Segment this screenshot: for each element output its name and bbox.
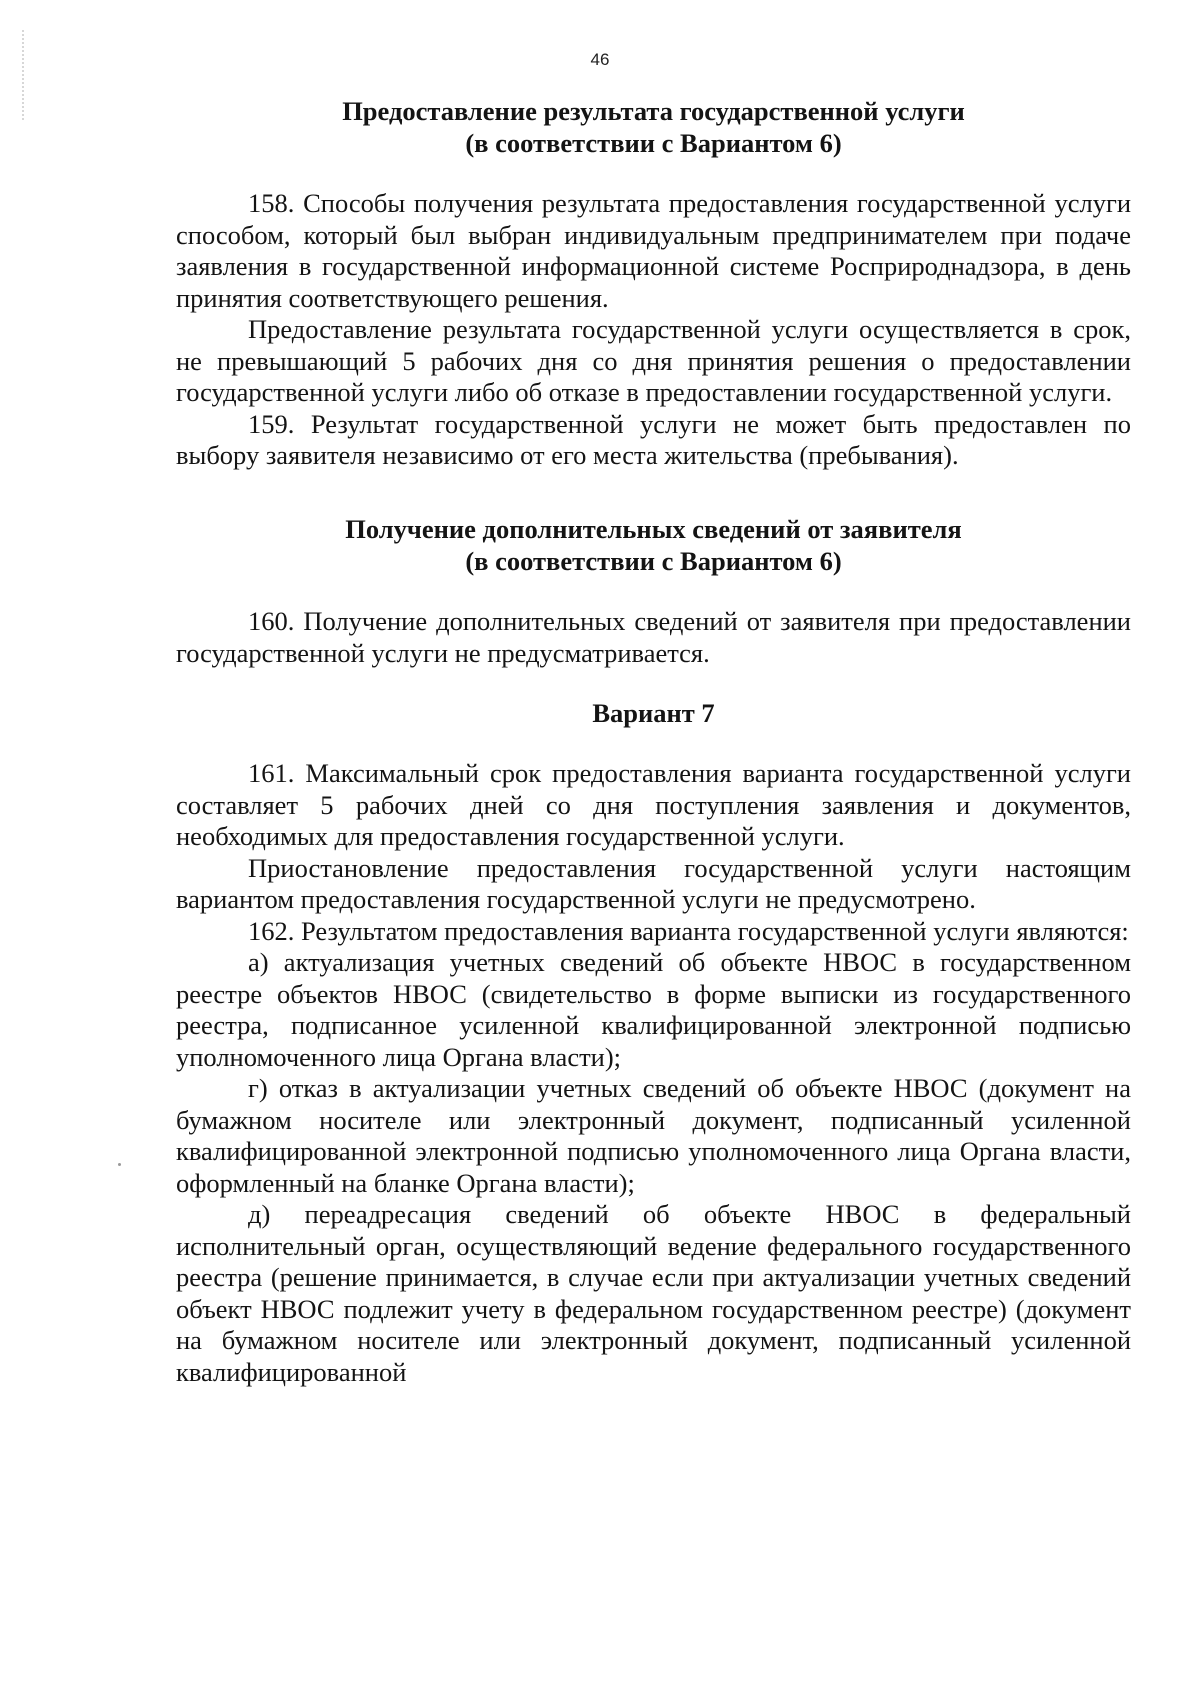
heading-line: Предоставление результата государственной услуги — [342, 96, 965, 126]
paragraph: 158. Способы получения результата предоставления государственной услуги способом, который был выбран индивидуальным предпринимателем при подаче заявления в государственной информационной системе Росприроднадзора, в день принятия соответствующего решения. — [176, 188, 1131, 313]
paragraph: Приостановление предоставления государственной услуги настоящим вариантом предоставления государственной услуги не предусмотрено. — [176, 852, 1131, 914]
section-heading-result — [176, 96, 1131, 159]
page-number: 46 — [590, 50, 610, 69]
heading-line: (в соответствии с Вариантом 6) — [465, 545, 842, 576]
paragraph: 162. Результатом предоставления варианта государственной услуги являются: — [248, 915, 1129, 946]
list-item: г) отказ в актуализации учетных сведений об объекте НВОС (документ на бумажном носителе или электронный документ, подписанный усиленной квалифицированной электронной подписью уполномоченного лица Органа власти, оформленный на бланке Органа власти); — [176, 1073, 1131, 1198]
paragraph: 160. Получение дополнительных сведений от заявителя при предоставлении государственной услуги не предусматривается. — [176, 606, 1131, 668]
paragraph: Предоставление результата государственной услуги осуществляется в срок, не превышающий 5 рабочих дня со дня принятия решения о предоставлении государственной услуги либо об отказе в предоставлении государственной услуги. — [176, 314, 1131, 407]
list-item: а) актуализация учетных сведений об объекте НВОС в государственном реестре объектов НВОС (свидетельство в форме выписки из государственного реестра, подписанное усиленной квалифицированной электронной подписью уполномоченного лица Органа власти); — [176, 947, 1131, 1072]
scan-edge-mark — [22, 30, 26, 120]
heading-line: (в соответствии с Вариантом 6) — [465, 127, 842, 158]
list-item: д) переадресация сведений об объекте НВОС в федеральный исполнительный орган, осуществляющий ведение федерального государственного реестра (решение принимается, в случае если при актуализации учетных сведений объект НВОС подлежит учету в федеральном государственном реестре) (документ на бумажном носителе или электронный документ, подписанный усиленной квалифицированной — [176, 1199, 1131, 1387]
section-heading-variant-7 — [176, 698, 1131, 730]
heading-line: Вариант 7 — [592, 698, 715, 728]
section-body-additional-info — [176, 606, 1131, 669]
paragraph: 159. Результат государственной услуги не может быть предоставлен по выбору заявителя независимо от его места жительства (пребывания). — [176, 408, 1131, 470]
heading-line: Получение дополнительных сведений от заявителя — [345, 514, 962, 544]
section-body-result — [176, 188, 1131, 472]
paragraph: 161. Максимальный срок предоставления варианта государственной услуги составляет 5 рабочих дней со дня поступления заявления и документов, необходимых для предоставления государственной услуги. — [176, 758, 1131, 851]
section-body-variant-7 — [176, 758, 1131, 1388]
scan-speck — [118, 1163, 121, 1166]
section-heading-additional-info — [176, 514, 1131, 577]
